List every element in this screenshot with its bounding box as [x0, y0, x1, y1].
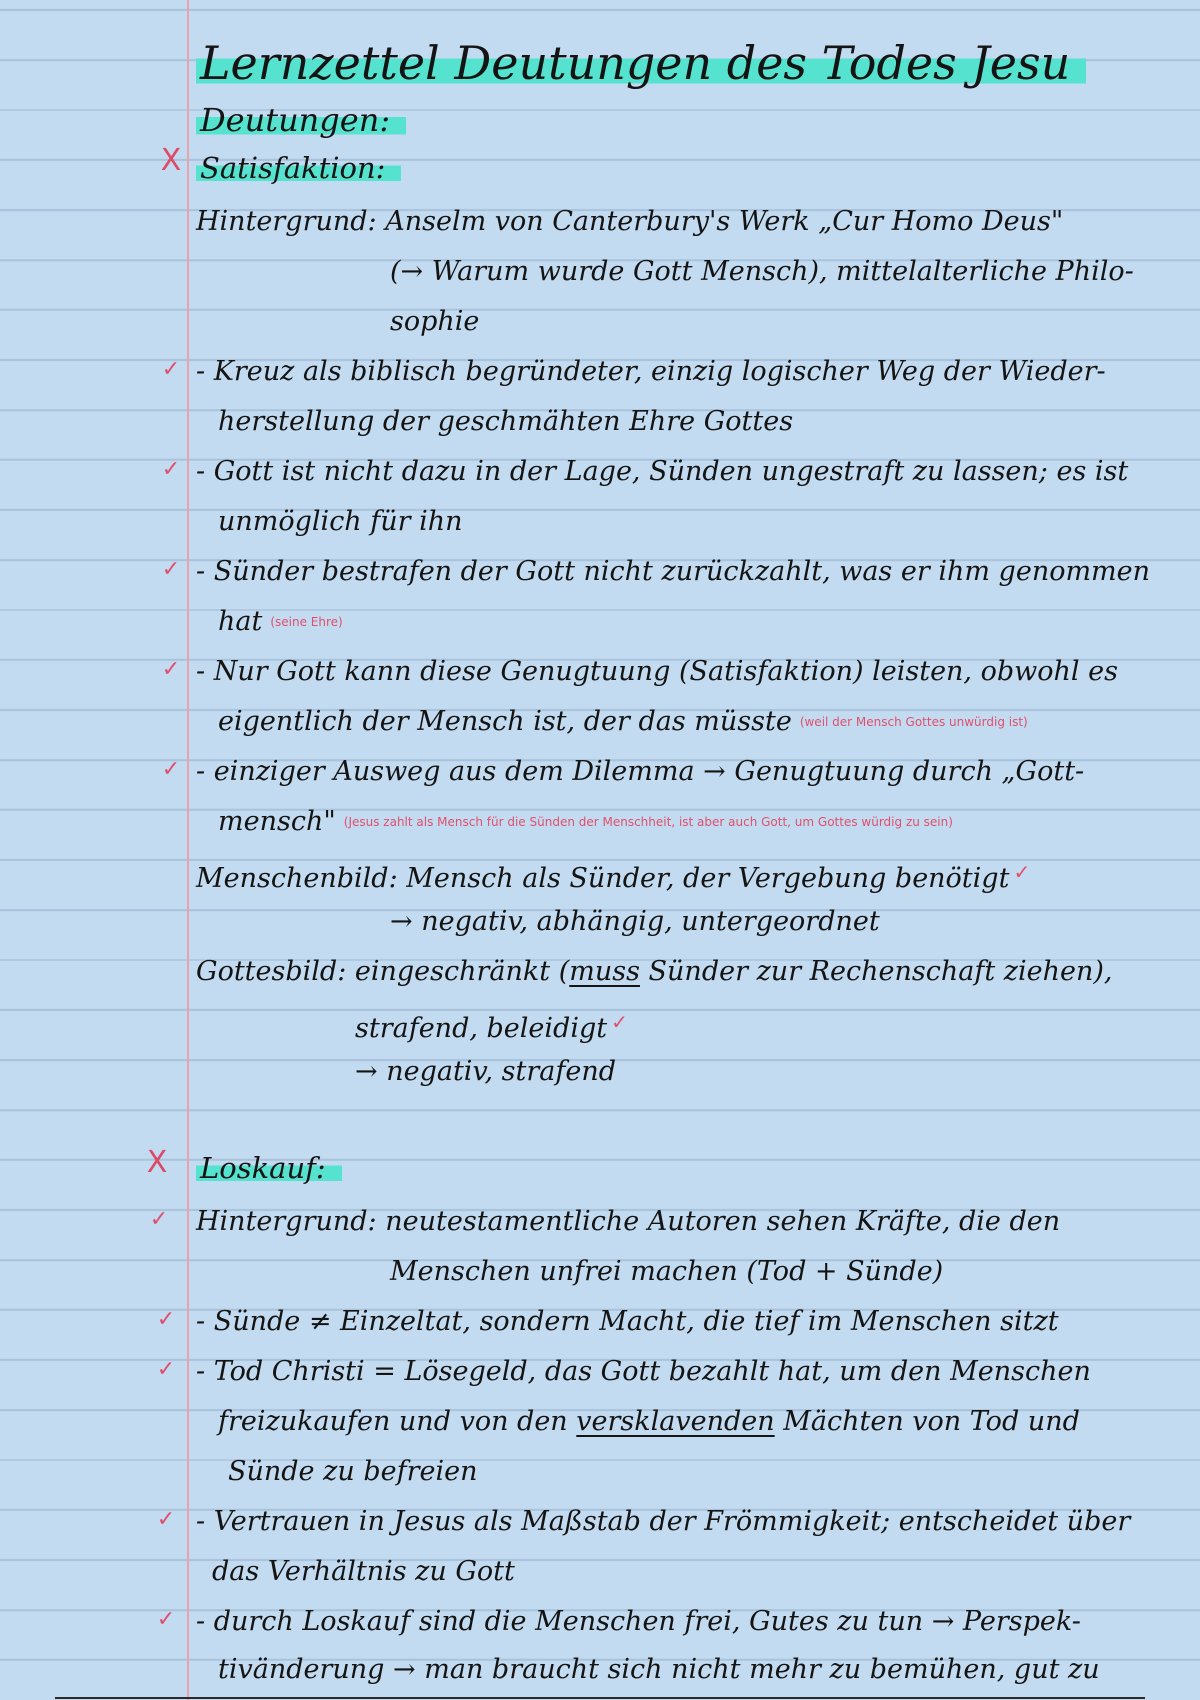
menschenbild-line-2: → negativ, abhängig, untergeordnet [390, 906, 880, 937]
check-mark: ✓ [149, 1207, 169, 1232]
loskauf-point-4: - durch Loskauf sind die Menschen frei, Gutes zu tun → Perspek- [196, 1606, 1081, 1637]
annotation-note: (seine Ehre) [270, 615, 343, 629]
heading-satisfaktion: Satisfaktion: [196, 146, 401, 190]
loskauf-point-2-cont: freizukaufen und von den versklavenden Mächten von Tod und [218, 1406, 1080, 1437]
check-mark: ✓ [1013, 860, 1031, 884]
annotation-note: (weil der Mensch Gottes unwürdig ist) [799, 715, 1028, 729]
satisfaktion-point-2-cont: unmöglich für ihn [218, 506, 463, 537]
check-mark: ✓ [156, 1357, 176, 1382]
check-mark: ✓ [161, 757, 181, 782]
satisfaktion-point-2: - Gott ist nicht dazu in der Lage, Sünden ungestraft zu lassen; es ist [196, 456, 1129, 487]
cross-mark: X [146, 1145, 168, 1180]
bottom-rule [55, 1697, 1145, 1699]
satisfaktion-point-4-cont: eigentlich der Mensch ist, der das müsste (weil der Mensch Gottes unwürdig ist) [218, 706, 1028, 737]
loskauf-point-2: - Tod Christi = Lösegeld, das Gott bezahlt hat, um den Menschen [196, 1356, 1091, 1387]
section-heading-deutungen: Deutungen: [196, 98, 406, 142]
loskauf-point-2-cont-2: Sünde zu befreien [228, 1456, 478, 1487]
cross-mark: X [160, 143, 182, 178]
gottesbild-line: Gottesbild: eingeschränkt (muss Sünder zur Rechenschaft ziehen), [196, 956, 1113, 987]
satisfaktion-point-3: - Sünder bestrafen der Gott nicht zurückzahlt, was er ihm genommen [196, 556, 1151, 587]
menschenbild-line: Menschenbild: Mensch als Sünder, der Vergebung benötigt ✓ [196, 860, 1031, 894]
loskauf-point-3: - Vertrauen in Jesus als Maßstab der Frömmigkeit; entscheidet über [196, 1506, 1131, 1537]
page-title: Lernzettel Deutungen des Todes Jesu [196, 28, 1086, 98]
satisfaktion-hintergrund-line: Hintergrund: Anselm von Canterbury's Werk „Cur Homo Deus" [196, 206, 1064, 237]
check-mark: ✓ [611, 1010, 628, 1034]
loskauf-hintergrund-line: Hintergrund: neutestamentliche Autoren sehen Kräfte, die den [196, 1206, 1061, 1237]
satisfaktion-point-5: - einziger Ausweg aus dem Dilemma → Genugtuung durch „Gott- [196, 756, 1085, 787]
satisfaktion-point-4: - Nur Gott kann diese Genugtuung (Satisfaktion) leisten, obwohl es [196, 656, 1118, 687]
satisfaktion-point-5-cont: mensch" (Jesus zahlt als Mensch für die Sünden der Menschheit, ist aber auch Gott, um Gottes würdig zu sein) [218, 806, 953, 837]
gottesbild-line-3: → negativ, strafend [355, 1056, 617, 1087]
gottesbild-line-2: strafend, beleidigt ✓ [355, 1010, 628, 1044]
loskauf-hintergrund-line-2: Menschen unfrei machen (Tod + Sünde) [390, 1256, 944, 1287]
satisfaktion-point-1-cont: herstellung der geschmähten Ehre Gottes [218, 406, 794, 437]
check-mark: ✓ [156, 1507, 176, 1532]
heading-loskauf: Loskauf: [196, 1146, 342, 1190]
loskauf-point-4-cont: tivänderung → man braucht sich nicht mehr zu bemühen, gut zu [218, 1654, 1100, 1685]
check-mark: ✓ [156, 1607, 176, 1632]
loskauf-point-1: - Sünde ≠ Einzeltat, sondern Macht, die tief im Menschen sitzt [196, 1306, 1059, 1337]
margin-line [187, 0, 189, 1700]
satisfaktion-hintergrund-line-3: sophie [390, 306, 480, 337]
satisfaktion-point-3-cont: hat (seine Ehre) [218, 606, 343, 637]
check-mark: ✓ [156, 1307, 176, 1332]
annotation-note: (Jesus zahlt als Mensch für die Sünden der Menschheit, ist aber auch Gott, um Gottes würdig zu sein) [343, 815, 953, 829]
check-mark: ✓ [161, 357, 181, 382]
loskauf-point-3-cont: das Verhältnis zu Gott [212, 1556, 515, 1587]
check-mark: ✓ [161, 657, 181, 682]
check-mark: ✓ [161, 457, 181, 482]
satisfaktion-point-1: - Kreuz als biblisch begründeter, einzig logischer Weg der Wieder- [196, 356, 1106, 387]
check-mark: ✓ [161, 557, 181, 582]
satisfaktion-hintergrund-line-2: (→ Warum wurde Gott Mensch), mittelalterliche Philo- [390, 256, 1134, 287]
